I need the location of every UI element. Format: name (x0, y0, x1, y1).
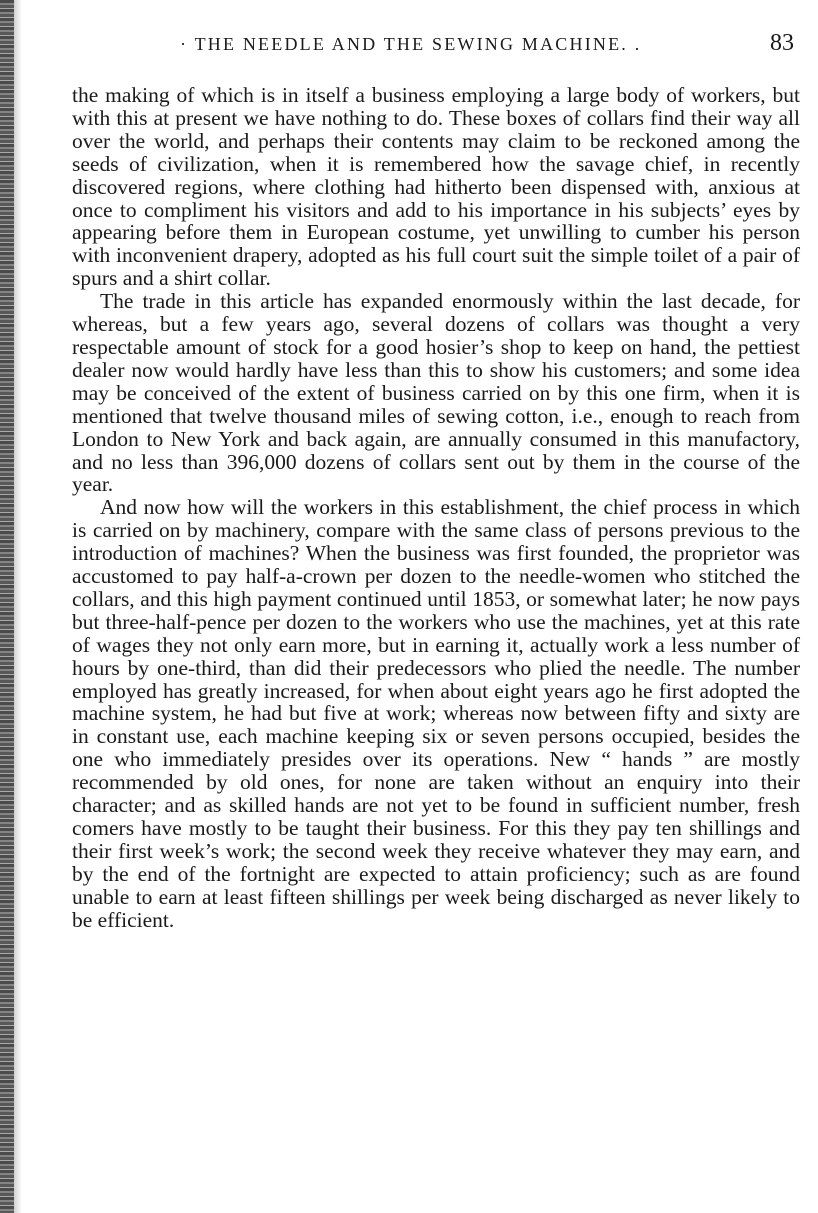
page-number: 83 (770, 30, 794, 56)
paragraph-trade: The trade in this article has expanded enormously within the last decade, for whereas, but a few years ago, several dozens of collars was thought a very respectable amount of stock for a good hosier’s shop to keep on hand, the pettiest dealer now would hardly have less than this to show his customers; and some idea may be conceived of the extent of business carried on by this one firm, when it is mentioned that twelve thousand miles of sewing cotton, i.e., enough to reach from London to New York and back again, are annually consumed in this manufactory, and no less than 396,000 dozens of collars sent out by them in the course of the year. (72, 289, 800, 497)
book-page (72, 30, 800, 932)
book-binding-edge (0, 0, 14, 1213)
running-title: · THE NEEDLE AND THE SEWING MACHINE. . (180, 34, 642, 54)
paragraph-continuation: the making of which is in itself a business employing a large body of workers, but with this at present we have nothing to do. These boxes of collars find their way all over the world, and perhaps their contents may claim to be reckoned among the seeds of civilization, when it is remembered how the savage chief, in recently discovered regions, where clothing had hitherto been dispensed with, anxious at once to compliment his visitors and add to his importance in his subjects’ eyes by appearing before them in European costume, yet unwilling to cumber his person with inconvenient drapery, adopted as his full court suit the simple toilet of a pair of spurs and a shirt collar. (72, 83, 800, 291)
binding-shadow (14, 0, 22, 1213)
running-header (72, 30, 800, 64)
paragraph-workers: And now how will the workers in this establishment, the chief process in which is carried on by machinery, compare with the same class of persons previous to the introduction of machines? When the business was first founded, the proprietor was accustomed to pay half-a-crown per dozen to the needle-women who stitched the collars, and this high payment continued until 1853, or somewhat later; he now pays but three-half-pence per dozen to the workers who use the machines, yet at this rate of wages they not only earn more, but in earning it, actually work a less number of hours by one-third, than did their predecessors who plied the needle. The number employed has greatly increased, for when about eight years ago he first adopted the machine system, he had but five at work; whereas now between fifty and sixty are in constant use, each machine keeping six or seven persons occupied, besides the one who immediately presides over its operations. New “ hands ” are mostly recommended by old ones, for none are taken without an enquiry into their character; and as skilled hands are not yet to be found in sufficient number, fresh comers have mostly to be taught their business. For this they pay ten shillings and their first week’s work; the second week they receive whatever they may earn, and by the end of the fortnight are expected to attain proficiency; such as are found unable to earn at least fifteen shillings per week being discharged as never likely to be efficient. (72, 495, 800, 932)
body-text (72, 84, 800, 932)
